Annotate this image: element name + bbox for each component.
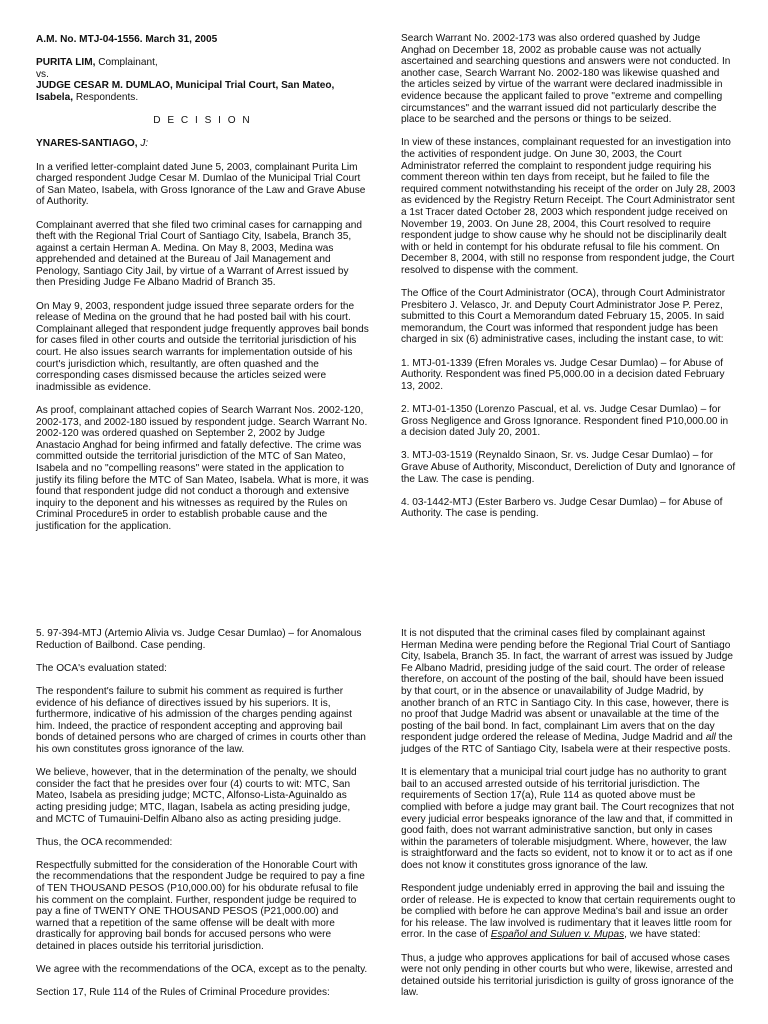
text-run: It is not disputed that the criminal cases filed by complainant against Herman Medina were pending before the Regional Trial Court of Santiago City, Isabela, Branch 35. In fact, the warrant of arrest was issued by Judge Fe Albano Madrid, presiding judge of the said court. The order of release therefore, on account of the posting of the bail, should have been issued by that court, or in the absence or unavailability of Judge Madrid, by another branch of an RTC in Santiago City. In this case, however, there is no proof that Judge Madrid was absent or unavailable at the time of the posting of the bail bond. In fact, complainant Lim avers that on the day respondent judge ordered the release of Medina, Judge Madrid and bbox=[401, 628, 733, 744]
paragraph: Thus, the OCA recommended: bbox=[36, 836, 173, 848]
ponente-name: YNARES-SANTIAGO, bbox=[36, 138, 138, 150]
paragraph: On May 9, 2003, respondent judge issued three separate orders for the release of Medina on the ground that he had posted bail with his court. Complainant alleged that respondent judge frequently approves bail bonds for cases filed in other courts and outside the territorial jurisdiction of his court. He also issues search warrants for implementation outside of his court's jurisdiction which, resultantly, are often quashed and the corresponding cases dismissed because the articles seized were inadmissible as evidence. bbox=[36, 300, 369, 393]
complainant-role: Complainant, bbox=[95, 57, 158, 69]
respondent-role: Respondents. bbox=[73, 91, 139, 103]
list-item: 3. MTJ-03-1519 (Reynaldo Sinaon, Sr. vs. Judge Cesar Dumlao) – for Grave Abuse of Authority, Misconduct, Dereliction of Duty and Ignorance of the Law. The case is pending. bbox=[401, 450, 736, 485]
list-item: 5. 97-394-MTJ (Artemio Alivia vs. Judge Cesar Dumlao) – for Anomalous Reduction of Bailbond. Case pending. bbox=[36, 628, 362, 651]
complainant-line bbox=[36, 57, 369, 69]
paragraph: The OCA's evaluation stated: bbox=[36, 662, 167, 674]
complainant-name: PURITA LIM, bbox=[36, 57, 96, 69]
case-citation: Español and Suluen v. Mupas bbox=[490, 929, 625, 941]
decision-title: D E C I S I O N bbox=[153, 115, 252, 127]
text-run: Respondent judge undeniably erred in approving the bail and issuing the order of release. He is expected to know that certain requirements ought to be complied with before he can approve Medina's bail and issue an order for his release. The law involved is rudimentary that it leaves little room for error. In the case of bbox=[401, 883, 736, 941]
quote-paragraph: Respectfully submitted for the consideration of the Honorable Court with the recommendations that the respondent Judge be required to pay a fine of TEN THOUSAND PESOS (P10,000.00) for his obdurate refusal to file his comment on the complaint. Further, respondent judge be required to pay a fine of TWENTY ONE THOUSAND PESOS (P21,000.00) and warned that a repetition of the same offense will be dealt with more drastically for approving bail bonds for accused persons who were detained in places outside his territorial jurisdiction. bbox=[36, 859, 365, 953]
list-item: 4. 03-1442-MTJ (Ester Barbero vs. Judge Cesar Dumlao) – for Abuse of Authority. The case is pending. bbox=[401, 496, 723, 520]
case-number: A.M. No. MTJ-04-1556. March 31, 2005 bbox=[36, 34, 218, 45]
respondent-name: JUDGE CESAR M. DUMLAO, Municipal Trial Court, San Mateo, Isabela, bbox=[36, 80, 335, 103]
page2-right-column bbox=[401, 628, 736, 1011]
respondent-line bbox=[36, 80, 369, 103]
document-page-2 bbox=[0, 616, 768, 1024]
paragraph: In a verified letter-complaint dated June 5, 2003, complainant Purita Lim charged respondent Judge Cesar M. Dumlao of the Municipal Trial Court of San Mateo, Isabela, with Gross Ignorance of the Law and Grave Abuse of Authority. bbox=[36, 161, 366, 208]
paragraph bbox=[401, 628, 736, 756]
paragraph bbox=[401, 883, 736, 941]
paragraph: It is elementary that a municipal trial court judge has no authority to grant bail to an accused arrested outside of his territorial jurisdiction. The requirements of Section 17(a), Rule 114 as quoted above must be complied with before a judge may grant bail. The Court recognizes that not every judicial error bespeaks ignorance of the law and that, if committed in good faith, does not warrant administrative sanction, but only in cases within the parameters of tolerable misjudgment. Where, however, the law is straightforward and the facts so evident, not to know it or to act as if one does not know it constitutes gross ignorance of the law. bbox=[401, 767, 735, 871]
paragraph: Thus, a judge who approves applications for bail of accused whose cases were not only pending in other courts but who were, likewise, arrested and detained outside his territorial jurisdiction is guilty of gross ignorance of the law. bbox=[401, 952, 734, 999]
page1-left-column bbox=[36, 34, 369, 544]
versus-label: vs. bbox=[36, 68, 49, 80]
paragraph: Search Warrant No. 2002-173 was also ordered quashed by Judge Anghad on December 18, 2002 as probable cause was not actually ascertained and searching questions and answers were not conducted. In another case, Search Warrant No. 2002-180 was likewise quashed and the articles seized by virtue of the warrant were declared inadmissible in evidence because the applicant failed to prove "extreme and compelling circumstances" and the warrant issued did not particularly describe the place to be searched and the persons or things to be seized. bbox=[401, 33, 731, 126]
list-item: 1. MTJ-01-1339 (Efren Morales vs. Judge Cesar Dumlao) – for Abuse of Authority. Respondent was fined P5,000.00 in a decision dated February 13, 2002. bbox=[401, 357, 725, 392]
ponente-line bbox=[36, 138, 369, 150]
paragraph: The Office of the Court Administrator (OCA), through Court Administrator Presbitero J. Velasco, Jr. and Deputy Court Administrator Jose P. Perez, submitted to this Court a Memorandum dated February 15, 2005. In said memorandum, the Court was informed that respondent judge has been charged in six (6) administrative cases, including the instant case, to wit: bbox=[401, 288, 726, 346]
paragraph: We agree with the recommendations of the OCA, except as to the penalty. bbox=[36, 964, 368, 976]
quote-paragraph: We believe, however, that in the determination of the penalty, we should consider the fact that he presides over four (4) courts to wit: MTC, San Mateo, Isabela as presiding judge; MCTC, Alfonso-Lista-Aguinaldo as acting presiding judge; MTC, Ilagan, Isabela as acting presiding judge, and MCTC of Tumauini-Delfin Albano also as acting presiding judge. bbox=[36, 767, 357, 825]
emphasis-text: all bbox=[705, 732, 716, 744]
page2-left-column bbox=[36, 628, 369, 1011]
paragraph: Section 17, Rule 114 of the Rules of Criminal Procedure provides: bbox=[36, 987, 330, 999]
quote-paragraph: The respondent's failure to submit his comment as required is further evidence of his defiance of directives issued by his superiors. It is, furthermore, indicative of his admission of the charges pending against him. Indeed, the practice of respondent accepting and approving bail bonds of detained persons who are charged of crimes in courts other than his own constitutes gross ignorance of the law. bbox=[36, 685, 366, 755]
text-run: , we have stated: bbox=[624, 929, 701, 941]
paragraph: In view of these instances, complainant requested for an investigation into the activities of respondent judge. On June 30, 2003, the Court Administrator referred the complaint to respondent judge requiring his comment thereon within ten days from receipt, but he failed to file the required comment notwithstanding his receipt of the order on July 28, 2003 as evidenced by the Registry Return Receipt. The Court Administrator sent a 1st Tracer dated October 28, 2003 which respondent judge received on November 19, 2003. On June 28, 2004, this Court resolved to require respondent judge to show cause why he should not be disciplinarily dealt with or held in contempt for his obdurate refusal to file his comment. On December 8, 2004, with still no response from respondent judge, the Court resolved to dispense with the comment. bbox=[401, 137, 736, 276]
paragraph: As proof, complainant attached copies of Search Warrant Nos. 2002-120, 2002-173, and 2002-180 issued by respondent judge. Search Warrant No. 2002-120 was ordered quashed on September 2, 2002 by Judge Anastacio Anghad for being infirmed and fatally defective. The crime was committed outside the territorial jurisdiction of the MTC of San Mateo, Isabela and no "compelling reasons" were stated in the application to justify its filing before the MTC of San Mateo, Isabela. What is more, it was found that respondent judge did not conduct a thorough and extensive inquiry to the deponent and his witnesses as required by the Rules on Criminal Procedure5 in order to establish probable cause and the justification for the application. bbox=[36, 405, 369, 532]
paragraph: Complainant averred that she filed two criminal cases for carnapping and theft with the Regional Trial Court of Santiago City, Isabela, Branch 35, against a certain Herman A. Medina. On May 8, 2003, Medina was apprehended and detained at the Bureau of Jail Management and Penology, Santiago City Jail, by virtue of a Warrant of Arrest issued by then Presiding Judge Fe Albano Madrid of Branch 35. bbox=[36, 219, 362, 289]
list-item: 2. MTJ-01-1350 (Lorenzo Pascual, et al. vs. Judge Cesar Dumlao) – for Gross Negligence and Gross Ignorance. Respondent fined P10,000.00 in a decision dated July 20, 2001. bbox=[401, 404, 729, 439]
page1-right-column bbox=[401, 33, 736, 532]
ponente-suffix: J: bbox=[137, 138, 149, 150]
text-run: the judges of the RTC of Santiago City, Isabela were at their respective posts. bbox=[401, 732, 733, 755]
